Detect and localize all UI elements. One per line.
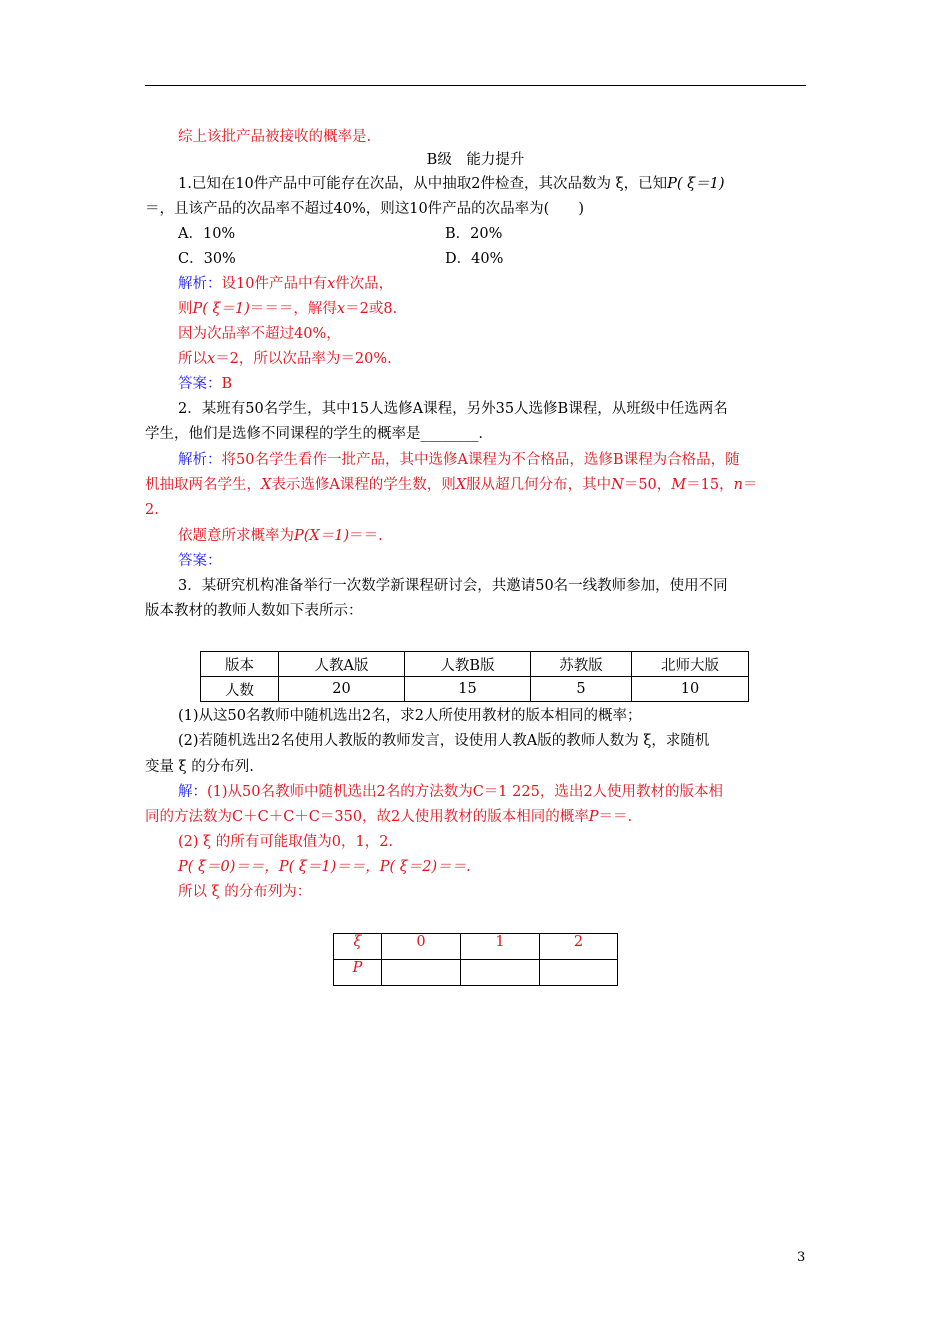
table-cell: [540, 960, 618, 986]
table-cell: 10: [632, 677, 749, 702]
table-row: [201, 677, 749, 702]
table-header-cell: 北师大版: [632, 652, 749, 677]
q2-line1: 2．某班有50名学生，其中15人选修A课程，另外35人选修B课程，从班级中任选两名: [178, 401, 728, 417]
table-header-cell: 人教A版: [279, 652, 405, 677]
table-header-cell: 苏教版: [531, 652, 632, 677]
q1-option-d: D．40%: [445, 251, 504, 267]
table-header-cell: 0: [382, 934, 461, 960]
q1-option-b: B．20%: [445, 226, 503, 242]
table-cell: 20: [279, 677, 405, 702]
distribution-table: [333, 933, 618, 986]
header-rule: [145, 85, 806, 86]
q2-analysis-3: 2.: [145, 502, 159, 518]
q1-option-a: A．10%: [178, 226, 236, 242]
q3-line1: 3．某研究机构准备举行一次数学新课程研讨会，共邀请50名一线教师参加，使用不同: [178, 578, 728, 594]
page-number: 3: [797, 1250, 806, 1265]
q1-analysis-3: 因为次品率不超过40%，: [178, 326, 341, 342]
q1-analysis-4: 所以x＝2，所以次品率为＝20%.: [178, 351, 392, 367]
q1-analysis-1: 解析：设10件产品中有x件次品，: [178, 276, 394, 292]
q1-line2: ＝，且该产品的次品率不超过40%，则这10件产品的次品率为( ): [145, 201, 584, 217]
q3-line2: 版本教材的教师人数如下表所示：: [145, 603, 363, 619]
q1-line1: 1.已知在10件产品中可能存在次品，从中抽取2件检查，其次品数为 ξ，已知P( ξ＝1): [178, 176, 725, 192]
table-cell: [382, 960, 461, 986]
q3-sub2-line1: (2)若随机选出2名使用人教版的教师发言，设使用人教A版的教师人数为 ξ，求随机: [178, 733, 710, 749]
q2-line2: 学生，他们是选修不同课程的学生的概率是________．: [145, 426, 493, 442]
table-cell: 人数: [201, 677, 279, 702]
q1-analysis-2: 则P( ξ＝1)＝＝＝，解得x＝2或8.: [178, 301, 398, 317]
table-header-cell: 1: [461, 934, 540, 960]
table-cell: 5: [531, 677, 632, 702]
table-header-cell: ξ: [334, 934, 382, 960]
section-title: B级 能力提升: [426, 152, 525, 168]
q1-option-c: C．30%: [178, 251, 236, 267]
q3-solution-1: 解：(1)从50名教师中随机选出2名的方法数为C＝1 225，选出2人使用教材的版本相: [178, 784, 724, 800]
table-cell: [461, 960, 540, 986]
table-row: [334, 960, 618, 986]
table-row: [334, 934, 618, 960]
q3-solution-2: 同的方法数为C＋C＋C＋C＝350，故2人使用教材的版本相同的概率P＝＝.: [145, 809, 633, 825]
q2-answer: 答案：: [178, 553, 222, 569]
q2-analysis-2: 机抽取两名学生，X表示选修A课程的学生数，则X服从超几何分布，其中N＝50，M＝15，n＝: [145, 477, 758, 493]
q1-answer: 答案：B: [178, 376, 233, 392]
table-header-cell: 人教B版: [405, 652, 531, 677]
intro-line: 综上该批产品被接收的概率是.: [178, 129, 372, 145]
table-header-cell: 版本: [201, 652, 279, 677]
textbook-version-table: [200, 651, 749, 702]
table-cell: P: [334, 960, 382, 986]
q2-analysis-1: 解析：将50名学生看作一批产品，其中选修A课程为不合格品，选修B课程为合格品，随: [178, 452, 740, 468]
q3-solution-5: 所以 ξ 的分布列为：: [178, 884, 312, 900]
q3-solution-3: (2) ξ 的所有可能取值为0，1，2.: [178, 834, 394, 850]
table-header-cell: 2: [540, 934, 618, 960]
table-cell: 15: [405, 677, 531, 702]
q3-sub1: (1)从这50名教师中随机选出2名，求2人所使用教材的版本相同的概率；: [178, 708, 642, 724]
q3-sub2-line2: 变量 ξ 的分布列.: [145, 759, 254, 775]
q3-solution-4: P( ξ＝0)＝＝，P( ξ＝1)＝＝，P( ξ＝2)＝＝.: [178, 859, 471, 875]
table-row: [201, 652, 749, 677]
q2-analysis-4: 依题意所求概率为P(X＝1)＝＝.: [178, 528, 383, 544]
